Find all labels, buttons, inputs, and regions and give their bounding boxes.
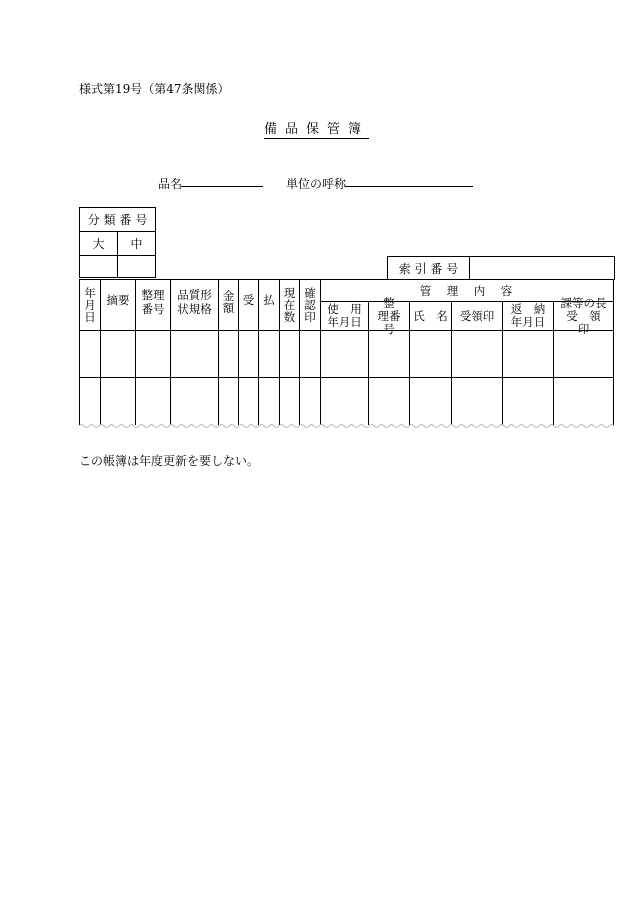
col-current: 現在数: [283, 286, 296, 324]
classification-header: 分 類 番 号: [80, 208, 156, 232]
col-date: 年月日: [84, 286, 96, 324]
classification-major-label: 大: [80, 232, 118, 256]
col-spec: 品質形状規格: [177, 288, 212, 316]
col-management: 管 理 内 容: [419, 283, 515, 298]
col-summary: 摘要: [106, 293, 130, 307]
index-number-label: 索 引 番 号: [388, 257, 470, 280]
col-mgmt-no: 整理番号: [141, 288, 165, 316]
classification-table: [79, 207, 156, 278]
classification-minor-label: 中: [118, 232, 156, 256]
item-name-label: 品名: [158, 177, 183, 191]
col-pay: 払: [263, 293, 275, 307]
col-confirm: 確認印: [304, 286, 316, 324]
col-chief-seal: 課等の長受 領 印: [560, 295, 613, 336]
classification-major-value[interactable]: [80, 256, 118, 278]
form-number: 様式第19号（第47条関係）: [79, 82, 230, 96]
index-number-value[interactable]: [470, 257, 615, 280]
col-amount: 金額: [222, 289, 235, 315]
table-row[interactable]: [80, 331, 613, 377]
page-title: 備品保管簿: [264, 118, 369, 139]
col-receipt-seal: 受領印: [459, 309, 495, 323]
col-use-date: 使 用年月日: [327, 302, 362, 329]
ledger-table: [79, 279, 614, 427]
col-receive: 受: [242, 293, 255, 307]
col-sub-no: 整 理番 号: [377, 295, 412, 336]
unit-field[interactable]: [345, 170, 473, 187]
footer-note: この帳簿は年度更新を要しない。: [79, 454, 260, 468]
unit-label: 単位の呼称: [286, 177, 347, 191]
item-name-field[interactable]: [181, 170, 263, 187]
cut-edge: [79, 425, 614, 428]
table-row[interactable]: [80, 378, 613, 424]
col-return-date: 返 納年月日: [510, 302, 546, 329]
index-number-table: [387, 256, 615, 280]
classification-minor-value[interactable]: [118, 256, 156, 278]
col-name: 氏 名: [413, 309, 448, 323]
